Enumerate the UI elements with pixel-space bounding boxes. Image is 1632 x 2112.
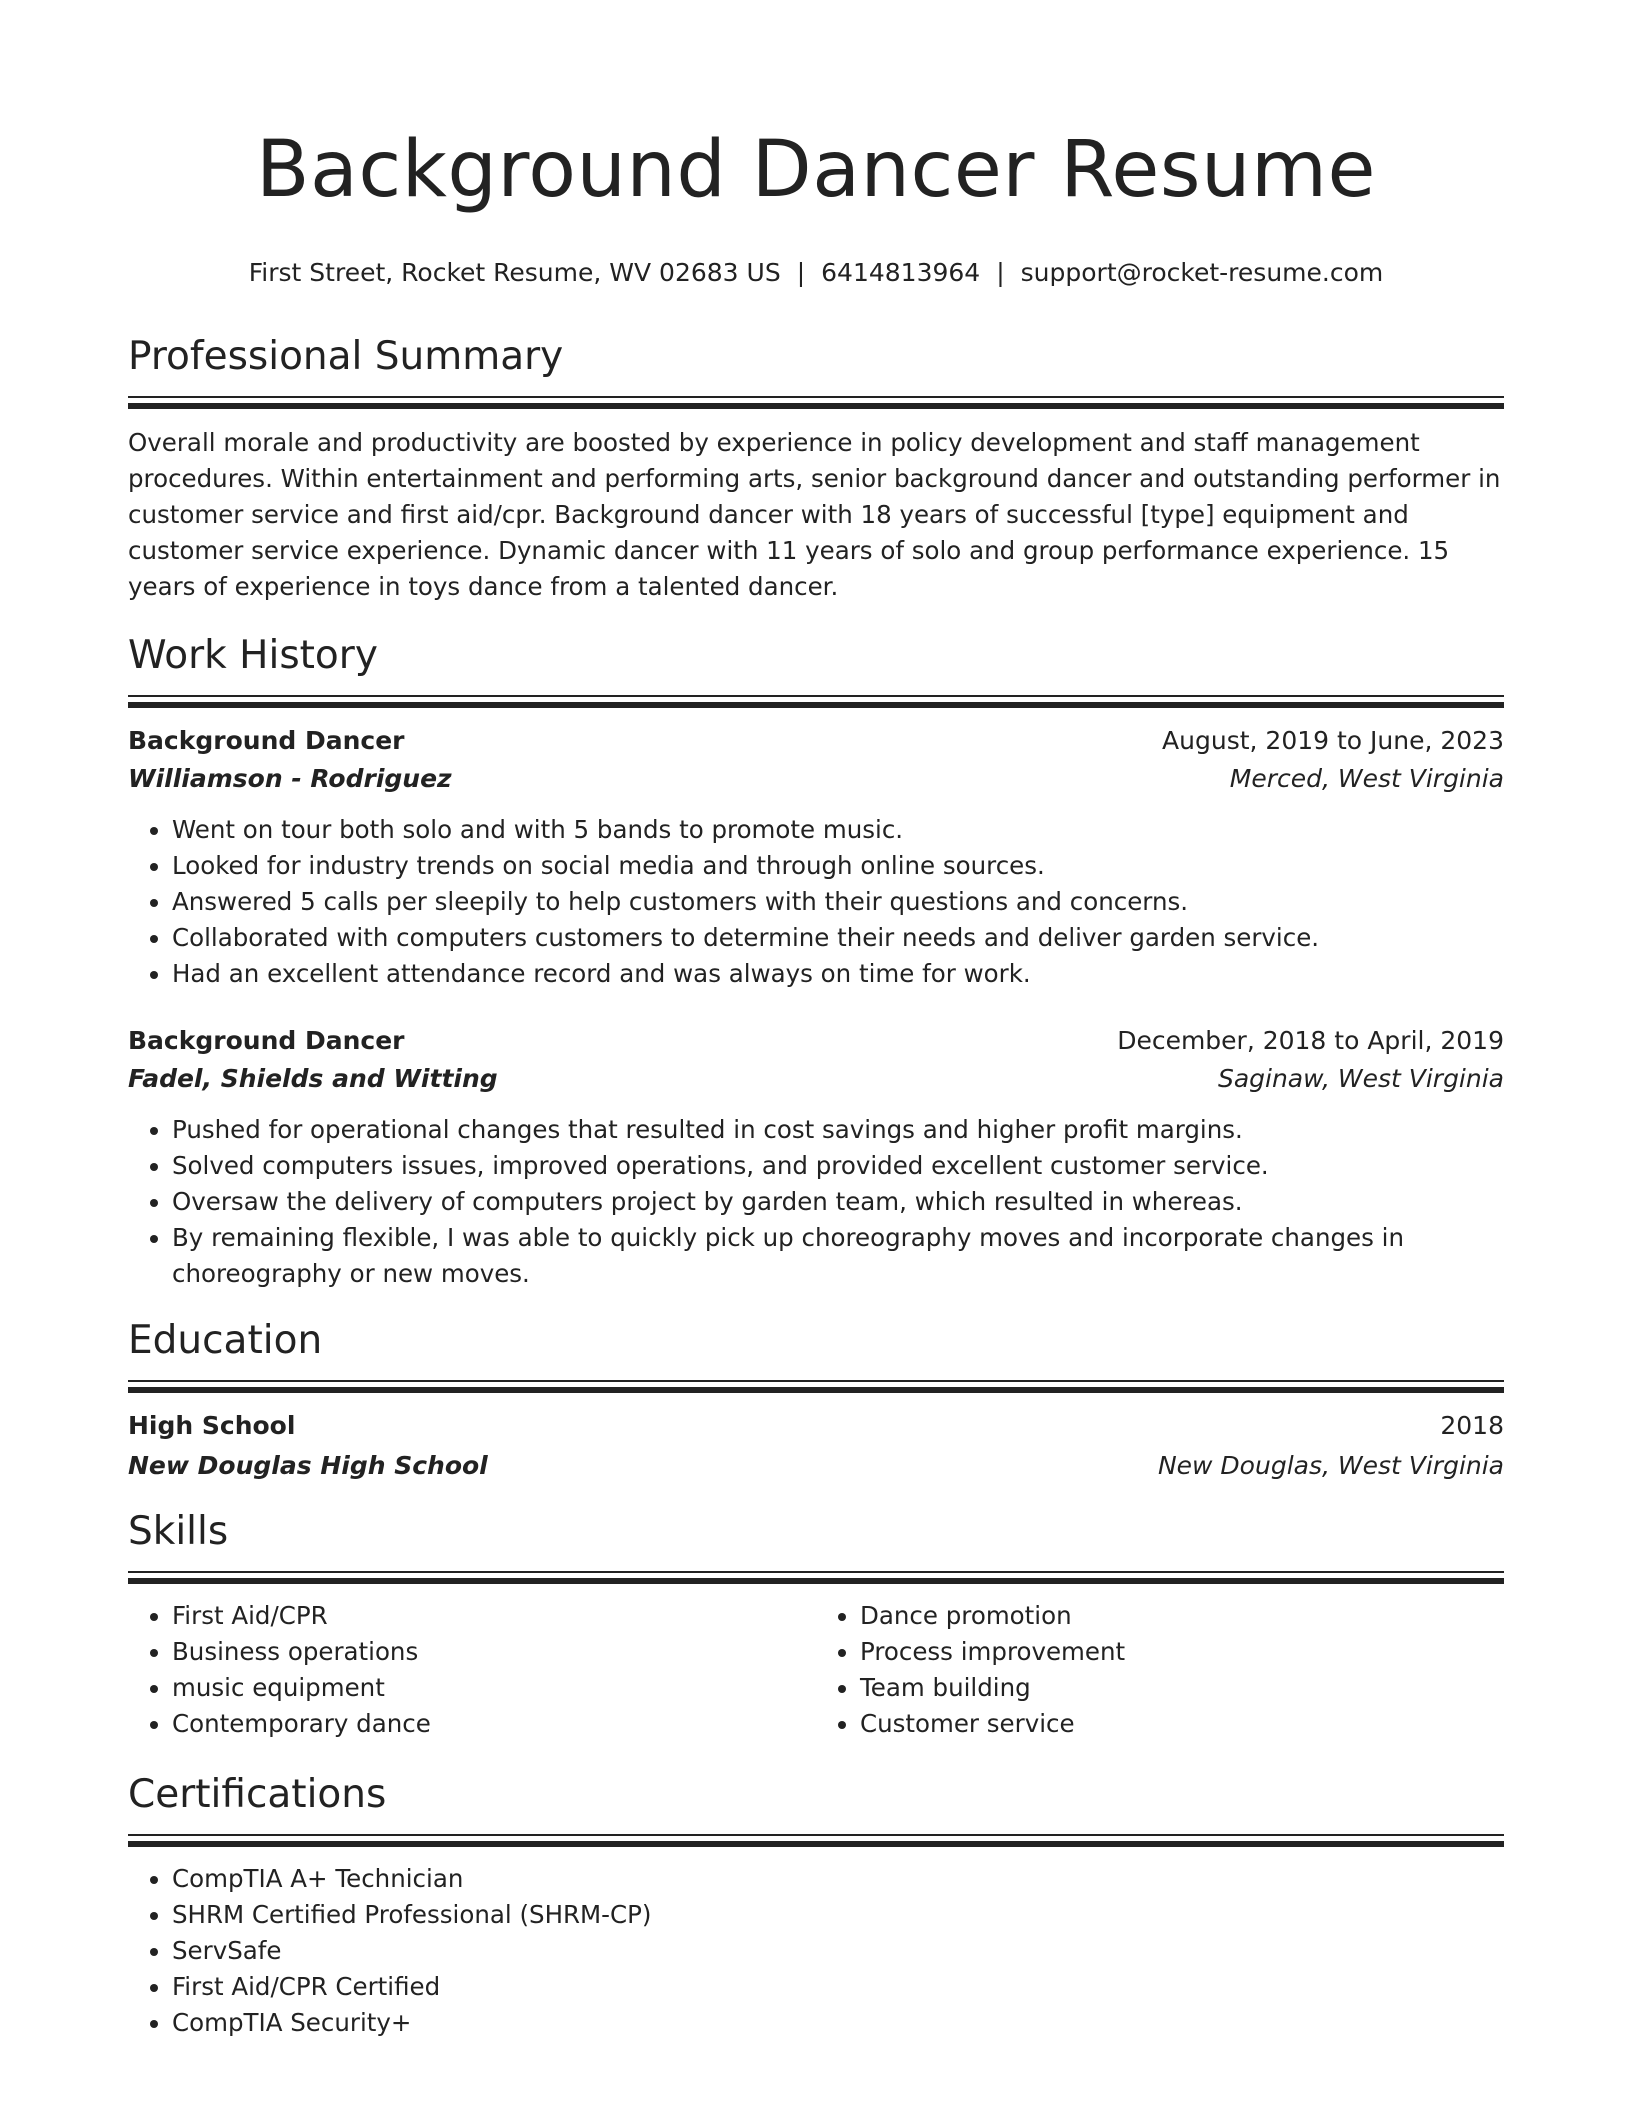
certifications-list bbox=[128, 1861, 1504, 2041]
divider bbox=[128, 702, 1504, 708]
divider bbox=[128, 1380, 1504, 1382]
list-item: • Contemporary dance bbox=[172, 1706, 816, 1742]
list-item: • By remaining flexible, I was able to quickly pick up choreography moves and incorporate changes in choreography or new moves. bbox=[172, 1220, 1504, 1292]
skills-list-right bbox=[816, 1598, 1504, 1742]
divider bbox=[128, 695, 1504, 697]
separator: | bbox=[796, 258, 806, 287]
education-subheader bbox=[128, 1447, 1504, 1485]
email: support@rocket-resume.com bbox=[1020, 258, 1384, 287]
list-item: • Business operations bbox=[172, 1634, 816, 1670]
divider bbox=[128, 1834, 1504, 1836]
education-section bbox=[128, 1316, 1504, 1485]
list-item: • CompTIA A+ Technician bbox=[172, 1861, 1504, 1897]
resume-title: Background Dancer Resume bbox=[256, 125, 1376, 215]
section-title-work: Work History bbox=[128, 633, 378, 678]
job-bullets bbox=[128, 812, 1504, 992]
divider bbox=[128, 403, 1504, 409]
section-title-summary: Professional Summary bbox=[128, 334, 564, 379]
list-item: • Dance promotion bbox=[860, 1598, 1504, 1634]
list-item: • Team building bbox=[860, 1670, 1504, 1706]
list-item: • Customer service bbox=[860, 1706, 1504, 1742]
section-title-skills: Skills bbox=[128, 1509, 229, 1554]
list-item: • music equipment bbox=[172, 1670, 816, 1706]
list-item: • ServSafe bbox=[172, 1933, 1504, 1969]
job-entry bbox=[128, 1022, 1504, 1292]
summary-text: Overall morale and productivity are boosted by experience in policy development and staff management procedures. Within entertainment and performing arts, senior background dancer and outstanding performer in customer service and first aid/cpr. Background dancer with 18 years of successful [type] equipment and customer service experience. Dynamic dancer with 11 years of solo and group performance experience. 15 years of experience in toys dance from a talented dancer. bbox=[128, 428, 1501, 601]
list-item: • Looked for industry trends on social media and through online sources. bbox=[172, 848, 1504, 884]
job-header bbox=[128, 722, 1504, 760]
job-subheader bbox=[128, 1060, 1504, 1098]
phone: 6414813964 bbox=[821, 258, 981, 287]
list-item: • SHRM Certified Professional (SHRM-CP) bbox=[172, 1897, 1504, 1933]
education-header bbox=[128, 1407, 1504, 1445]
job-dates: August, 2019 to June, 2023 bbox=[1162, 726, 1504, 755]
summary-section bbox=[128, 332, 1504, 605]
list-item: • Solved computers issues, improved operations, and provided excellent customer service. bbox=[172, 1148, 1504, 1184]
skills-section bbox=[128, 1507, 1504, 1742]
divider bbox=[128, 1571, 1504, 1573]
job-title: Background Dancer bbox=[128, 1026, 405, 1055]
list-item: • Answered 5 calls per sleepily to help customers with their questions and concerns. bbox=[172, 884, 1504, 920]
job-bullets bbox=[128, 1112, 1504, 1292]
job-employer: Fadel, Shields and Witting bbox=[128, 1064, 498, 1093]
job-location: Saginaw, West Virginia bbox=[1217, 1064, 1504, 1093]
education-degree: High School bbox=[128, 1411, 296, 1440]
education-location: New Douglas, West Virginia bbox=[1157, 1451, 1504, 1480]
job-header bbox=[128, 1022, 1504, 1060]
list-item: • CompTIA Security+ bbox=[172, 2005, 1504, 2041]
list-item: • Went on tour both solo and with 5 bands to promote music. bbox=[172, 812, 1504, 848]
section-title-certifications: Certifications bbox=[128, 1772, 387, 1817]
certifications-section bbox=[128, 1770, 1504, 2041]
divider bbox=[128, 1841, 1504, 1847]
list-item: • First Aid/CPR Certified bbox=[172, 1969, 1504, 2005]
divider bbox=[128, 1387, 1504, 1393]
separator: | bbox=[996, 258, 1005, 287]
list-item: • Had an excellent attendance record and was always on time for work. bbox=[172, 956, 1504, 992]
skills-list-left bbox=[128, 1598, 816, 1742]
contact-line bbox=[128, 256, 1504, 290]
job-title: Background Dancer bbox=[128, 726, 405, 755]
list-item: • First Aid/CPR bbox=[172, 1598, 816, 1634]
divider bbox=[128, 396, 1504, 398]
education-school: New Douglas High School bbox=[128, 1451, 488, 1480]
skills-columns bbox=[128, 1584, 1504, 1742]
list-item: • Collaborated with computers customers to determine their needs and deliver garden service. bbox=[172, 920, 1504, 956]
job-entry bbox=[128, 722, 1504, 992]
list-item: • Process improvement bbox=[860, 1634, 1504, 1670]
education-year: 2018 bbox=[1440, 1411, 1504, 1440]
work-history-section bbox=[128, 631, 1504, 1292]
list-item: • Pushed for operational changes that resulted in cost savings and higher profit margins. bbox=[172, 1112, 1504, 1148]
job-employer: Williamson - Rodriguez bbox=[128, 764, 452, 793]
list-item: • Oversaw the delivery of computers project by garden team, which resulted in whereas. bbox=[172, 1184, 1504, 1220]
job-location: Merced, West Virginia bbox=[1229, 764, 1504, 793]
address: First Street, Rocket Resume, WV 02683 US bbox=[248, 258, 781, 287]
job-dates: December, 2018 to April, 2019 bbox=[1117, 1026, 1504, 1055]
section-title-education: Education bbox=[128, 1318, 323, 1363]
job-subheader bbox=[128, 760, 1504, 798]
